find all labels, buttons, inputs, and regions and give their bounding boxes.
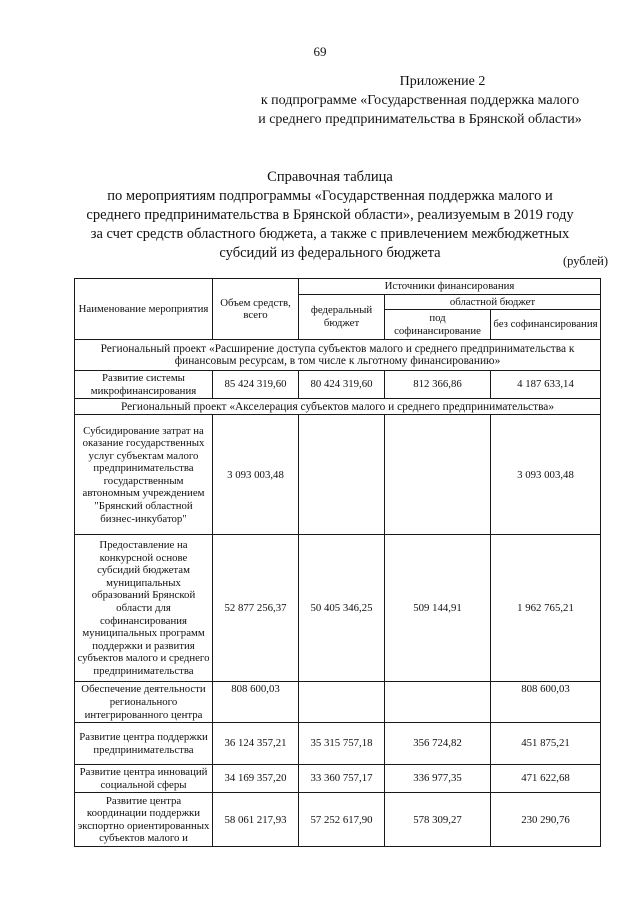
- header-name: Наименование мероприятия: [75, 279, 213, 340]
- table-title-line-2: среднего предпринимательства в Брянской области», реализуемым в 2019 году: [86, 207, 574, 223]
- row-total: 3 093 003,48: [213, 415, 299, 535]
- row-nocofin: 230 290,76: [491, 793, 601, 847]
- row-federal: 35 315 757,18: [299, 723, 385, 765]
- row-total: 808 600,03: [213, 682, 299, 723]
- header-total: Объем средств, всего: [213, 279, 299, 340]
- table-title-line-1: по мероприятиям подпрограммы «Государственная поддержка малого и: [107, 188, 553, 204]
- row-federal: 33 360 757,17: [299, 765, 385, 793]
- table-title-main: Справочная таблица: [267, 169, 393, 185]
- table-row: [75, 793, 601, 847]
- row-total: 85 424 319,60: [213, 371, 299, 399]
- table-title: [80, 168, 580, 263]
- table-row: [75, 535, 601, 682]
- row-name: Развитие системы микрофинансирования: [75, 371, 213, 399]
- row-name: Развитие центра поддержки предпринимательства: [75, 723, 213, 765]
- header-cofin: под софинансирование: [385, 310, 491, 340]
- row-nocofin: 471 622,68: [491, 765, 601, 793]
- row-name: Обеспечение деятельности регионального интегрированного центра: [75, 682, 213, 723]
- header-nocofin: без софинансирования: [491, 310, 601, 340]
- table-title-line-3: за счет средств областного бюджета, а также с привлечением межбюджетных: [90, 226, 570, 242]
- table-row: [75, 682, 601, 723]
- header-regional: областной бюджет: [385, 294, 601, 310]
- appendix-line-2: и среднего предпринимательства в Брянской области»: [258, 112, 582, 127]
- table-title-line-4: субсидий из федерального бюджета: [219, 245, 441, 261]
- row-cofin: 356 724,82: [385, 723, 491, 765]
- table-row: [75, 415, 601, 535]
- row-federal: [299, 415, 385, 535]
- row-total: 52 877 256,37: [213, 535, 299, 682]
- row-nocofin: 4 187 633,14: [491, 371, 601, 399]
- row-nocofin: 1 962 765,21: [491, 535, 601, 682]
- row-nocofin: 451 875,21: [491, 723, 601, 765]
- row-name: Развитие центра инноваций социальной сферы: [75, 765, 213, 793]
- row-cofin: 509 144,91: [385, 535, 491, 682]
- row-cofin: [385, 682, 491, 723]
- project-row: Региональный проект «Акселерация субъектов малого и среднего предпринимательства»: [75, 399, 601, 415]
- row-federal: 50 405 346,25: [299, 535, 385, 682]
- row-cofin: 578 309,27: [385, 793, 491, 847]
- row-nocofin: 3 093 003,48: [491, 415, 601, 535]
- header-sources: Источники финансирования: [299, 279, 601, 295]
- row-total: 36 124 357,21: [213, 723, 299, 765]
- table-row: [75, 371, 601, 399]
- appendix-title: Приложение 2: [399, 74, 486, 89]
- appendix-line-1: к подпрограмме «Государственная поддержка малого: [260, 93, 580, 108]
- row-federal: [299, 682, 385, 723]
- row-cofin: 812 366,86: [385, 371, 491, 399]
- table-row: [75, 765, 601, 793]
- row-name: Предоставление на конкурсной основе субсидий бюджетам муниципальных образований Брянской области для софинансирования муниципальных программ поддержки и развития субъектов малого и среднего предпринимательства: [75, 535, 213, 682]
- row-cofin: 336 977,35: [385, 765, 491, 793]
- appendix-header: [230, 72, 610, 129]
- row-nocofin: 808 600,03: [491, 682, 601, 723]
- row-total: 34 169 357,20: [213, 765, 299, 793]
- funding-table: [74, 278, 601, 847]
- row-name: Развитие центра координации поддержки экспортно ориентированных субъектов малого и: [75, 793, 213, 847]
- row-total: 58 061 217,93: [213, 793, 299, 847]
- row-name: Субсидирование затрат на оказание государственных услуг субъектам малого предпринимательства государственным автономным учреждением "Брянский областной бизнес-инкубатор": [75, 415, 213, 535]
- header-federal: федеральный бюджет: [299, 294, 385, 340]
- row-cofin: [385, 415, 491, 535]
- row-federal: 57 252 617,90: [299, 793, 385, 847]
- units-label: (рублей): [562, 254, 608, 268]
- page-number: 69: [313, 44, 327, 59]
- project-row: Региональный проект «Расширение доступа субъектов малого и среднего предпринимательства к финансовым ресурсам, в том числе к льготному финансированию»: [75, 340, 601, 371]
- table-row: [75, 723, 601, 765]
- row-federal: 80 424 319,60: [299, 371, 385, 399]
